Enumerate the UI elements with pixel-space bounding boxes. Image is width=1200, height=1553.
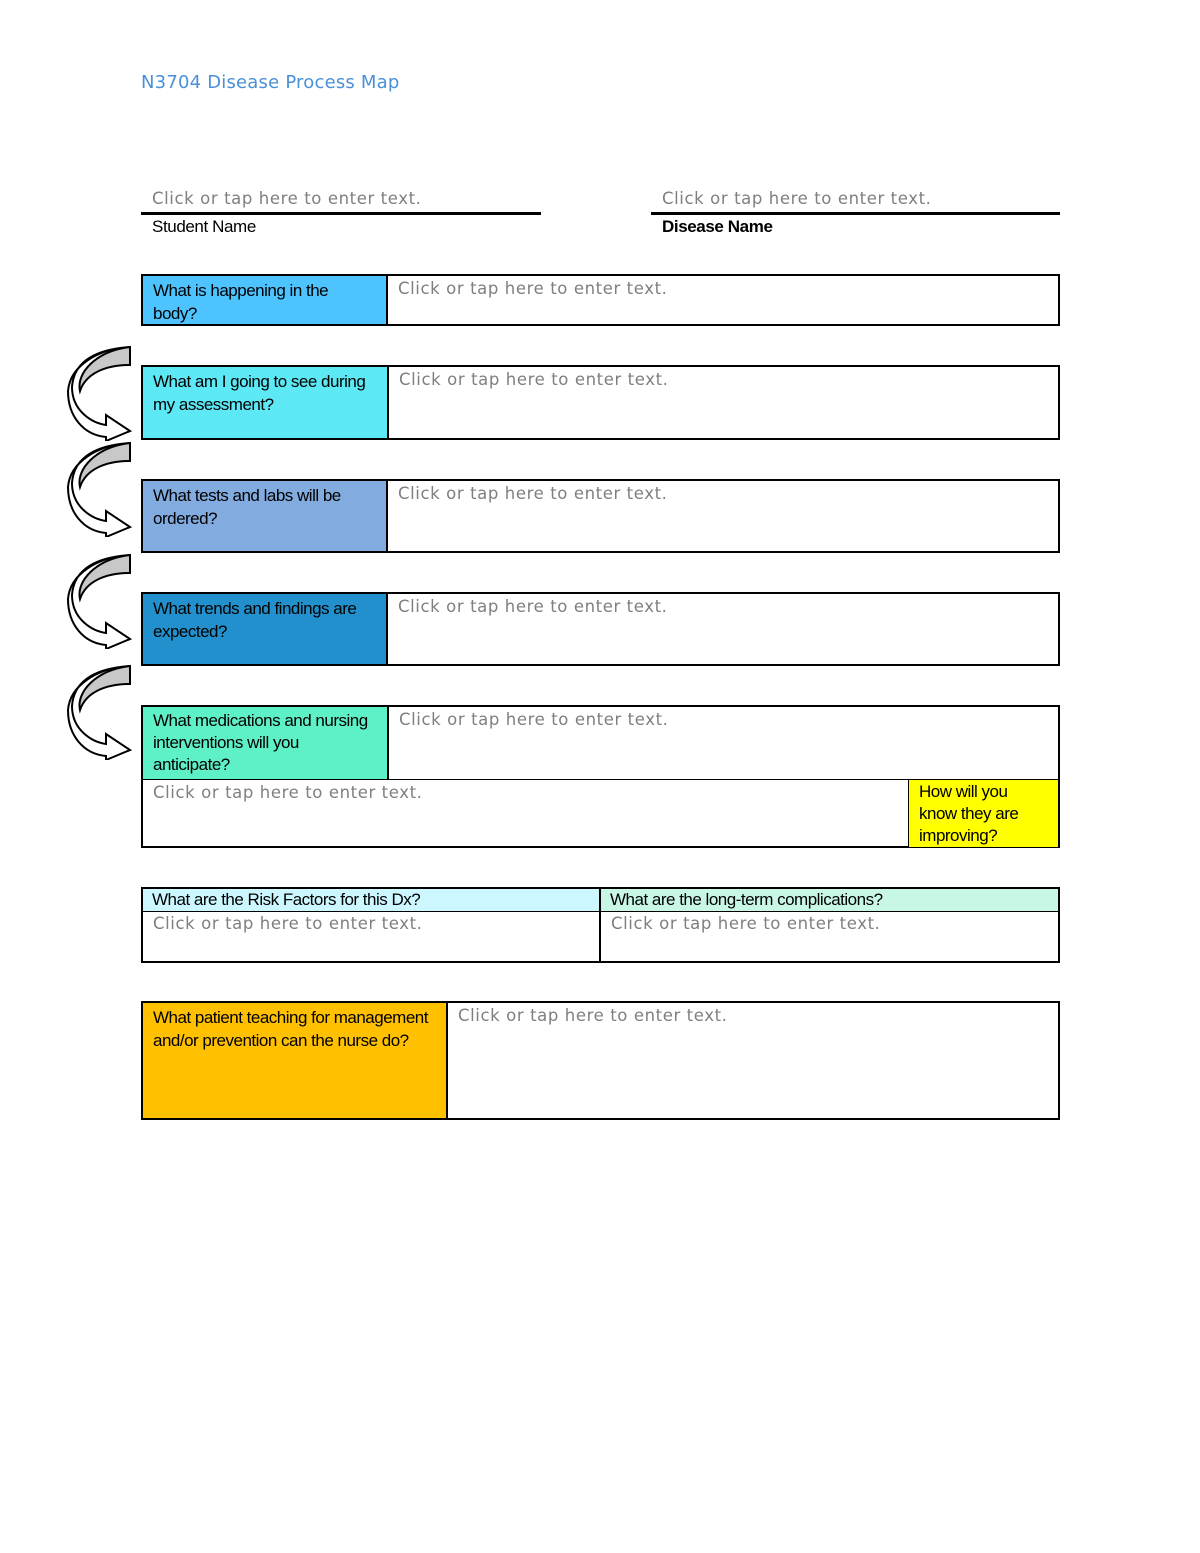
disease-name-label: Disease Name [662,217,773,236]
document-title: N3704 Disease Process Map [141,72,400,93]
curved-arrow-icon [66,441,134,537]
teaching-answer[interactable]: Click or tap here to enter text. [458,1006,728,1025]
risk-factors-answer[interactable]: Click or tap here to enter text. [143,912,601,961]
complications-header: What are the long-term complications? [601,889,1058,912]
medications-block [141,705,1060,848]
student-name-label: Student Name [152,217,256,236]
teaching-row [141,1001,1060,1120]
body-process-question: What is happening in the body? [143,276,388,324]
medications-top [143,707,1058,780]
medications-question: What medications and nursing interventions will you anticipate? [143,707,389,779]
risk-complications-table [141,887,1060,963]
assessment-question: What am I going to see during my assessment? [143,367,389,438]
trends-findings-row [141,592,1060,666]
disease-name-input[interactable]: Click or tap here to enter text. [662,189,932,208]
trends-findings-answer[interactable]: Click or tap here to enter text. [398,597,668,616]
medications-answer[interactable]: Click or tap here to enter text. [399,710,669,729]
curved-arrow-icon [66,664,134,760]
body-process-answer[interactable]: Click or tap here to enter text. [398,279,668,298]
body-process-row [141,274,1060,326]
complications-answer[interactable]: Click or tap here to enter text. [611,914,881,933]
student-name-input[interactable]: Click or tap here to enter text. [152,189,422,208]
risk-factors-header: What are the Risk Factors for this Dx? [143,889,601,912]
curved-arrow-icon [66,345,134,441]
improving-question: How will you know they are improving? [908,780,1058,847]
teaching-question: What patient teaching for management and/or prevention can the nurse do? [143,1003,448,1118]
assessment-row [141,365,1060,440]
curved-arrow-icon [66,553,134,649]
student-name-field [141,188,541,237]
trends-findings-question: What trends and findings are expected? [143,594,388,664]
medications-bottom [143,780,1058,847]
assessment-answer[interactable]: Click or tap here to enter text. [399,370,669,389]
tests-labs-answer[interactable]: Click or tap here to enter text. [398,484,668,503]
tests-labs-question: What tests and labs will be ordered? [143,481,388,551]
improving-answer[interactable]: Click or tap here to enter text. [153,783,423,802]
disease-name-field [651,188,1060,237]
tests-labs-row [141,479,1060,553]
